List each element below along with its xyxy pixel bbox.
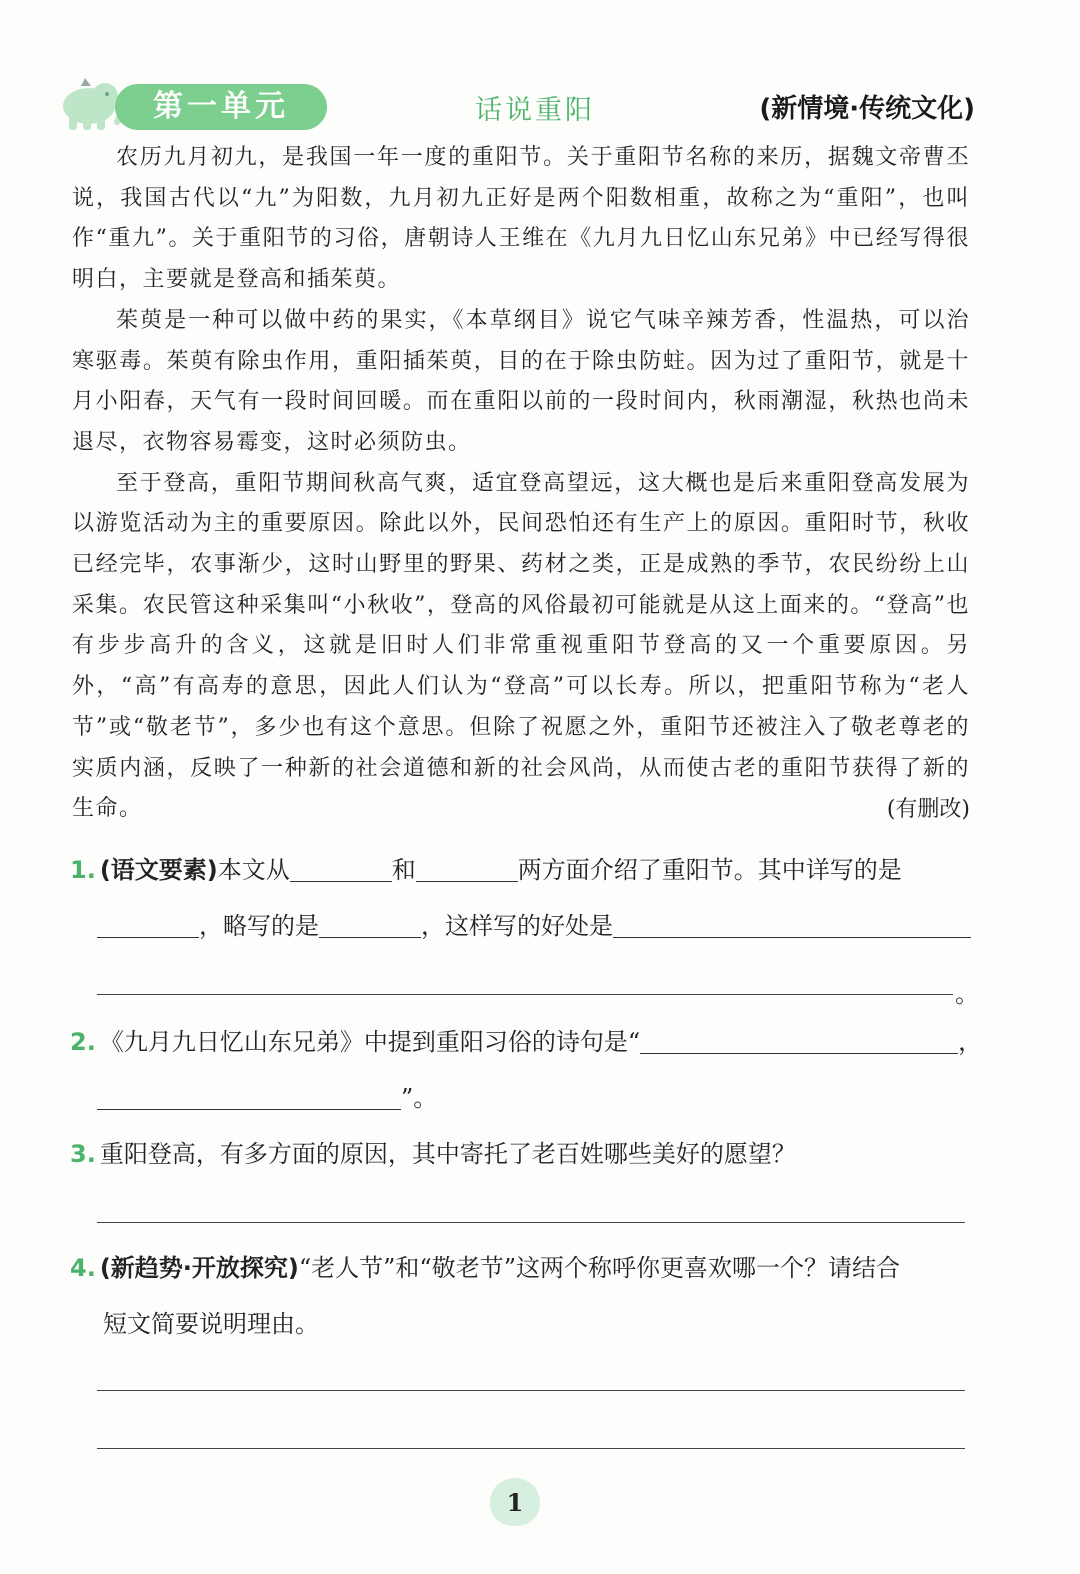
question-3-number: 3. — [70, 1140, 96, 1168]
question-1-tag: (语文要素) — [99, 856, 218, 884]
question-4-tag: (新趋势·开放探究) — [99, 1254, 299, 1282]
page-header — [55, 70, 975, 140]
answer-blank-1c[interactable] — [97, 913, 199, 938]
answer-blank-1e[interactable] — [613, 913, 971, 938]
unit-badge: 第一单元 — [115, 84, 327, 130]
passage-paragraph-2: 茱萸是一种可以做中药的果实，《本草纲目》说它气味辛辣芳香，性温热，可以治寒驱毒。茱萸有除虫作用，重阳插茱萸，目的在于除虫防蛀。因为过了重阳节，就是十月小阳春，天气有一段时间回暖。而在重阳以前的一段时间内，秋雨潮湿，秋热也尚未退尽，衣物容易霉变，这时必须防虫。 — [72, 307, 970, 455]
answer-blank-1d[interactable] — [319, 913, 421, 938]
question-4-text-b: 短文简要说明理由。 — [103, 1310, 319, 1338]
question-2-text-b: ， — [958, 1028, 983, 1056]
answer-line-4a[interactable] — [97, 1390, 965, 1391]
answer-line-1f[interactable] — [97, 994, 953, 995]
answer-line-4b[interactable] — [97, 1448, 965, 1449]
question-1-text-a: 本文从 — [217, 856, 290, 884]
question-1-end: 。 — [955, 980, 979, 1008]
question-2-text-a: 《九月九日忆山东兄弟》中提到重阳习俗的诗句是“ — [99, 1028, 641, 1056]
question-3 — [70, 1134, 796, 1169]
answer-blank-1a[interactable] — [290, 857, 392, 882]
question-4-text-a: “老人节”和“敬老节”这两个称呼你更喜欢哪一个？请结合 — [298, 1254, 900, 1282]
question-1-text-d: ，略写的是 — [199, 912, 319, 940]
answer-line-3[interactable] — [97, 1222, 965, 1223]
passage-paragraph-1: 农历九月初九，是我国一年一度的重阳节。关于重阳节名称的来历，据魏文帝曹丕说，我国古代以“九”为阳数，九月初九正好是两个阳数相重，故称之为“重阳”，也叫作“重九”。关于重阳节的习俗，唐朝诗人王维在《九月九日忆山东兄弟》中已经写得很明白，主要就是登高和插茱萸。 — [72, 145, 970, 293]
question-3-text: 重阳登高，有多方面的原因，其中寄托了老百姓哪些美好的愿望？ — [99, 1140, 796, 1168]
question-2-number: 2. — [70, 1028, 96, 1056]
question-1-number: 1. — [70, 856, 96, 884]
question-1-text-c: 两方面介绍了重阳节。其中详写的是 — [517, 856, 902, 884]
question-2-end: ”。 — [401, 1084, 438, 1112]
page-number: 1 — [490, 1478, 540, 1526]
answer-blank-2b[interactable] — [97, 1085, 401, 1110]
header-tag: (新情境·传统文化) — [759, 94, 975, 124]
passage-paragraph-3: 至于登高，重阳节期间秋高气爽，适宜登高望远，这大概也是后来重阳登高发展为以游览活动为主的重要原因。除此以外，民间恐怕还有生产上的原因。重阳时节，秋收已经完毕，农事渐少，这时山野里的野果、药材之类，正是成熟的季节，农民纷纷上山采集。农民管这种采集叫“小秋收”，登高的风俗最初可能就是从这上面来的。“登高”也有步步高升的含义，这就是旧时人们非常重视重阳节登高的又一个重要原因。另外，“高”有高寿的意思，因此人们认为“登高”可以长寿。所以，把重阳节称为“老人节”或“敬老节”，多少也有这个意思。但除了祝愿之外，重阳节还被注入了敬老尊老的实质内涵，反映了一种新的社会道德和新的社会风尚，从而使古老的重阳节获得了新的生命。 — [72, 470, 970, 822]
question-4 — [70, 1248, 900, 1283]
question-1 — [70, 850, 902, 885]
lesson-title: 话说重阳 — [475, 95, 595, 126]
reading-passage — [72, 138, 970, 830]
question-4-number: 4. — [70, 1254, 96, 1282]
question-1-text-e: ，这样写的好处是 — [421, 912, 613, 940]
passage-source-note: (有删改) — [886, 796, 970, 822]
question-2 — [70, 1022, 982, 1057]
question-2-line-2 — [97, 1078, 437, 1113]
answer-blank-2a[interactable] — [640, 1029, 958, 1054]
answer-blank-1b[interactable] — [416, 857, 518, 882]
question-1-line-2 — [97, 906, 971, 941]
question-1-text-b: 和 — [391, 856, 416, 884]
